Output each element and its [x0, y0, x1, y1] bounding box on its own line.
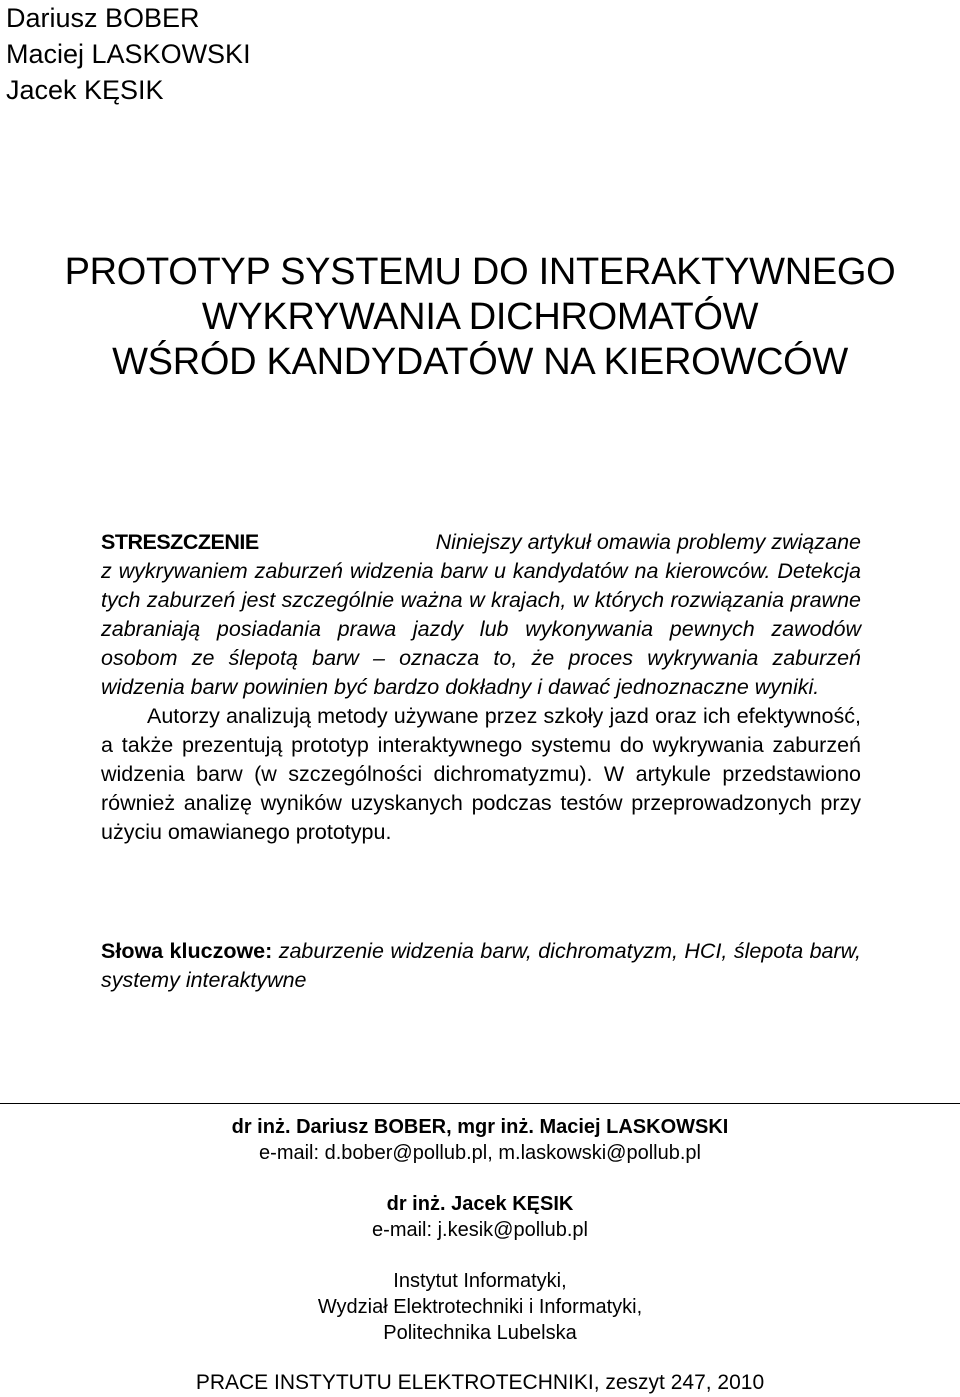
abstract-italic-text: z wykrywaniem zaburzeń widzenia barw u kandydatów na kierowców. Detekcja tych zaburzeń jest szczególnie ważna w krajach, w których rozwiązania prawne zabraniają posiadania prawa jazdy lub wykonywania pewnych zawodów osobom ze ślepotą barw – oznacza to, że proces wykrywania zaburzeń widzenia barw powinien być bardzo dokładny i dawać jednoznaczne wyniki. — [101, 559, 861, 699]
title-line: WŚRÓD KANDYDATÓW NA KIEROWCÓW — [112, 341, 848, 383]
faculty-name: Wydział Elektrotechniki i Informatyki, — [317, 1296, 643, 1318]
university-name: Politechnika Lubelska — [383, 1322, 577, 1344]
abstract — [101, 528, 861, 847]
affiliation-email: e-mail: j.kesik@pollub.pl — [372, 1219, 588, 1241]
abstract-first-line: Niniejszy artykuł omawia problemy związane — [435, 530, 861, 554]
institution-block — [0, 1268, 960, 1346]
keywords-label: Słowa kluczowe: — [101, 939, 273, 963]
abstract-head — [101, 528, 861, 557]
author-name: Jacek KĘSIK — [6, 75, 164, 105]
author-list — [6, 0, 251, 108]
author-name: Dariusz BOBER — [6, 3, 200, 33]
author-name: Maciej LASKOWSKI — [6, 39, 251, 69]
affiliation-email: e-mail: d.bober@pollub.pl, m.laskowski@pollub.pl — [259, 1142, 701, 1164]
horizontal-rule — [0, 1103, 960, 1104]
title-line: PROTOTYP SYSTEMU DO INTERAKTYWNEGO — [64, 251, 896, 293]
institute-name: Instytut Informatyki, — [393, 1270, 567, 1292]
title-line: WYKRYWANIA DICHROMATÓW — [201, 296, 759, 338]
journal-footer: PRACE INSTYTUTU ELEKTROTECHNIKI, zeszyt 247, 2010 — [195, 1371, 765, 1394]
affiliation-block-1 — [0, 1114, 960, 1166]
abstract-label: STRESZCZENIE — [101, 530, 259, 554]
abstract-paragraph: Autorzy analizują metody używane przez szkoły jazd oraz ich efektywność, a także prezentują prototyp interaktywnego systemu do wykrywania zaburzeń widzenia barw (w szczególności dichromatyzmu). W artykule przedstawiono również analizę wyników uzyskanych podczas testów przeprowadzonych przy użyciu omawianego prototypu. — [101, 704, 861, 844]
keywords — [101, 937, 861, 995]
paper-title — [0, 250, 960, 385]
affiliation-block-2 — [0, 1191, 960, 1243]
keywords-text: zaburzenie widzenia barw, dichromatyzm, HCI, ślepota barw, systemy interaktywne — [101, 939, 861, 992]
affiliation-authors: dr inż. Dariusz BOBER, mgr inż. Maciej LASKOWSKI — [231, 1116, 729, 1138]
affiliation-authors: dr inż. Jacek KĘSIK — [386, 1193, 574, 1215]
